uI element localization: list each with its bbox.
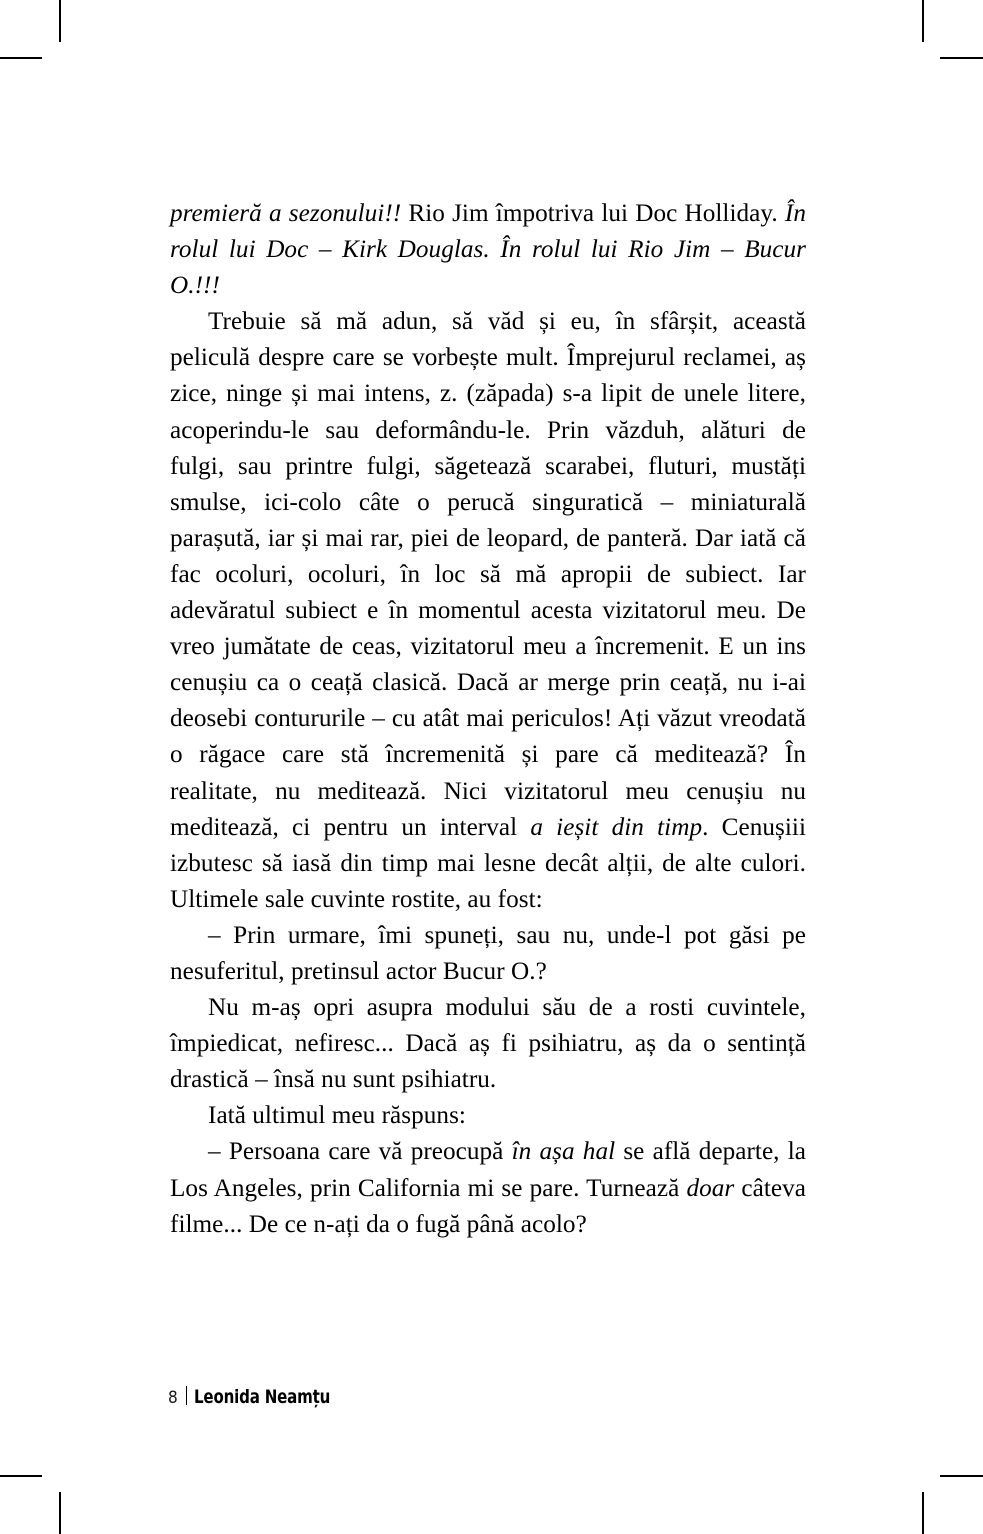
italic-run: a ieșit din timp	[530, 813, 703, 841]
paragraph	[170, 990, 806, 1098]
crop-mark-bottom-right-vertical	[922, 1492, 924, 1534]
crop-mark-bottom-right-horizontal	[940, 1475, 983, 1477]
italic-run: doar	[686, 1174, 735, 1202]
paragraph	[170, 918, 806, 990]
paragraph	[170, 1134, 806, 1242]
text-run: Nu m-aș opri asupra modului său de a rosti cuvintele, împiedicat, nefiresc... Dacă aș fi psihiatru, aș da o sentință drastică – însă nu sunt psihiatru.	[170, 994, 806, 1094]
page-footer	[168, 1384, 349, 1408]
footer-separator-rule	[186, 1386, 188, 1405]
crop-mark-bottom-left-horizontal	[0, 1475, 42, 1477]
crop-mark-top-left-vertical	[59, 0, 61, 42]
italic-run: în așa hal	[511, 1138, 616, 1166]
crop-mark-top-left-horizontal	[0, 57, 42, 59]
paragraph	[170, 196, 806, 304]
text-run: Rio Jim împotriva lui Doc Holliday.	[401, 200, 785, 227]
running-head-author: Leonida Neamțu	[194, 1386, 331, 1408]
paragraph	[170, 304, 806, 918]
text-column	[170, 196, 806, 1243]
italic-run: În rolul lui Doc – Kirk Douglas. În rolul lui Rio Jim – Bucur O.!!!	[170, 200, 806, 300]
text-run: se află departe, la Los Angeles, prin California mi se pare. Turnează	[170, 1138, 806, 1202]
text-run: – Prin urmare, îmi spuneți, sau nu, unde-l pot găsi pe nesuferitul, pretinsul actor Bucur O.?	[170, 921, 806, 985]
crop-mark-top-right-vertical	[922, 0, 924, 42]
page-number: 8	[168, 1388, 178, 1408]
text-run: Iată ultimul meu răspuns:	[208, 1102, 466, 1130]
text-run: . Cenușiii izbutesc să iasă din timp mai lesne decât alții, de alte culori. Ultimele sale cuvinte rostite, au fost:	[170, 813, 806, 913]
paragraph	[170, 1098, 806, 1134]
text-run: Trebuie să mă adun, să văd și eu, în sfârșit, această peliculă despre care se vorbește mult. Împrejurul reclamei, aș zice, ninge și mai intens, z. (zăpada) s-a lipit de unele litere, acoperindu-le sau deformându-le. Prin văzduh, alături de fulgi, sau printre fulgi, săgetează scarabei, fluturi, mustăți smulse, ici-colo câte o perucă singuratică – miniaturală parașută, iar și mai rar, piei de leopard, de panteră. Dar iată că fac ocoluri, ocoluri, în loc să mă apropii de subiect. Iar adevăratul subiect e în momentul acesta vizitatorul meu. De vreo jumătate de ceas, vizitatorul meu a încremenit. E un ins cenușiu ca o ceață clasică. Dacă ar merge prin ceață, nu i-ai deosebi contururile – cu atât mai periculos! Ați văzut vreodată o răgace care stă încremenită și pare că meditează? În realitate, nu meditează. Nici vizitatorul meu cenușiu nu meditează, ci pentru un interval	[170, 308, 806, 841]
text-run: – Persoana care vă preocupă	[208, 1138, 512, 1166]
crop-mark-top-right-horizontal	[940, 57, 983, 59]
italic-run: premieră a sezonului!!	[170, 200, 402, 227]
crop-mark-bottom-left-vertical	[59, 1492, 61, 1534]
text-run: câteva filme... De ce n-ați da o fugă până acolo?	[170, 1174, 806, 1238]
